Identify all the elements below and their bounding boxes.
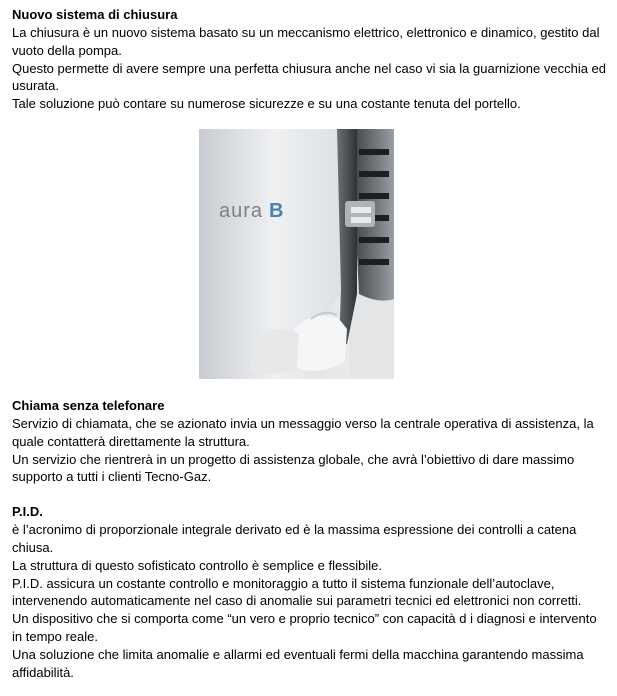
document-page [12,6,612,681]
paragraph-line: Tale soluzione può contare su numerose sicurezze e su una costante tenuta del portello. [12,96,521,112]
paragraph-line: chiusa. [12,539,54,555]
autoclave-door-photo [199,129,394,379]
section-heading: Chiama senza telefonare [12,397,165,413]
paragraph-line: Servizio di chiamata, che se azionato invia un messaggio verso la centrale operativa di assistenza, la [12,415,594,431]
section-call-service [12,397,612,486]
paragraph-line: intervenendo automaticamente nel caso di anomalie sui parametri tecnici ed elettronici non corretti. [12,593,582,609]
paragraph-line: affidabilità. [12,664,74,680]
paragraph-line: P.I.D. assicura un costante controllo e monitoraggio a tutto il sistema funzionale dell’autoclave, [12,575,555,591]
section-heading: Nuovo sistema di chiusura [12,7,178,22]
svg-text:B: B [269,199,284,222]
paragraph-line: Un dispositivo che si comporta come “un vero e proprio tecnico” con capacità d i diagnosi e intervento [12,611,597,627]
paragraph-line: vuoto della pompa. [12,42,122,58]
paragraph-line: La chiusura è un nuovo sistema basato su un meccanismo elettrico, elettronico e dinamico, gestito dal [12,25,600,40]
paragraph-line: quale contatterà direttamente la struttura. [12,433,250,449]
section-heading: P.I.D. [12,504,43,520]
paragraph-line: in tempo reale. [12,628,98,644]
brand-logo [219,200,283,222]
paragraph-line: Questo permette di avere sempre una perfetta chiusura anche nel caso vi sia la guarnizione vecchia ed [12,60,607,76]
autoclave-door-illustration [199,129,394,379]
paragraph-line: La struttura di questo sofisticato controllo è semplice e flessibile. [12,557,382,573]
paragraph-line: Un servizio che rientrerà in un progetto di assistenza globale, che avrà l’obiettivo di dare massimo [12,451,575,467]
paragraph-line: supporto a tutti i clienti Tecno-Gaz. [12,469,212,485]
paragraph-line: usurata. [12,78,59,94]
section-closing-system [12,6,612,113]
paragraph-line: Una soluzione che limita anomalie e allarmi ed eventuali fermi della macchina garantendo massima [12,646,584,662]
paragraph-line: è l’acronimo di proporzionale integrale derivato ed è la massima espressione dei controlli a catena [12,522,577,538]
section-spacer [12,486,612,503]
section-pid [12,503,612,681]
svg-text:aura: aura [219,199,264,222]
